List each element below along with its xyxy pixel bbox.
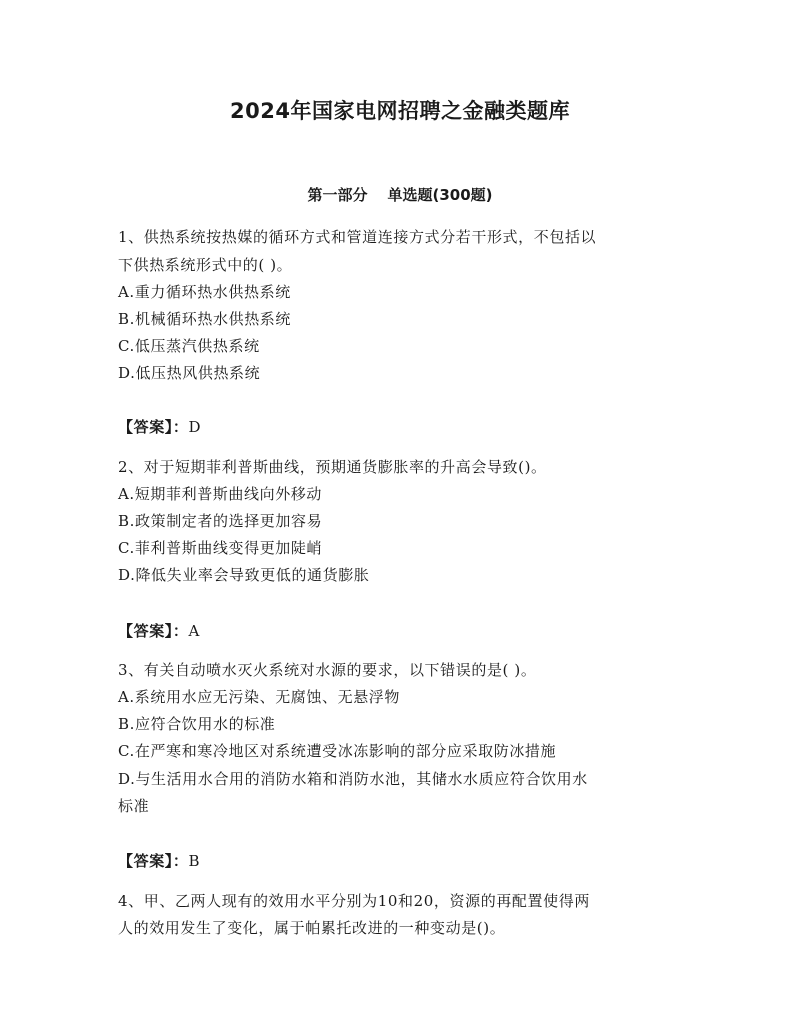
question-3-option-c: C.在严寒和寒冷地区对系统遭受冰冻影响的部分应采取防冰措施 xyxy=(118,742,557,760)
question-2-option-b: B.政策制定者的选择更加容易 xyxy=(118,512,323,530)
answer-value: A xyxy=(188,622,200,640)
answer-label: 【答案】： xyxy=(118,418,189,436)
question-1-stem-line-1: 1、供热系统按热媒的循环方式和管道连接方式分若干形式，不包括以 xyxy=(118,228,597,246)
question-2-answer xyxy=(118,620,688,642)
question-2-option-c: C.菲利普斯曲线变得更加陡峭 xyxy=(118,539,323,557)
question-1-stem-line-2: 下供热系统形式中的( )。 xyxy=(118,256,293,274)
section-name: 单选题(300题) xyxy=(387,186,493,204)
question-1-option-b: B.机械循环热水供热系统 xyxy=(118,310,291,328)
question-2-option-d: D.降低失业率会导致更低的通货膨胀 xyxy=(118,566,370,584)
section-part: 第一部分 xyxy=(307,186,368,204)
question-2-option-a: A.短期菲利普斯曲线向外移动 xyxy=(118,485,323,503)
question-3-stem-line-1: 3、有关自动喷水灭火系统对水源的要求，以下错误的是( )。 xyxy=(118,661,537,679)
question-2-stem-line-1: 2、对于短期菲利普斯曲线，预期通货膨胀率的升高会导致()。 xyxy=(118,458,547,476)
question-4-stem-line-2: 人的效用发生了变化，属于帕累托改进的一种变动是()。 xyxy=(118,919,506,937)
question-4-stem-line-1: 4、甲、乙两人现有的效用水平分别为10和20，资源的再配置使得两 xyxy=(118,892,590,910)
answer-value: B xyxy=(188,852,201,870)
answer-value: D xyxy=(188,418,202,436)
question-3-option-d: D.与生活用水合用的消防水箱和消防水池，其储水水质应符合饮用水 xyxy=(118,770,588,788)
answer-label: 【答案】： xyxy=(118,622,189,640)
question-1-option-a: A.重力循环热水供热系统 xyxy=(118,283,291,301)
question-3-option-b: B.应符合饮用水的标准 xyxy=(118,715,276,733)
question-1-answer xyxy=(118,416,688,438)
question-3-answer xyxy=(118,850,688,872)
question-1-option-c: C.低压蒸汽供热系统 xyxy=(118,337,260,355)
answer-label: 【答案】： xyxy=(118,852,189,870)
question-3-option-a: A.系统用水应无污染、无腐蚀、无悬浮物 xyxy=(118,688,401,706)
question-1-option-d: D.低压热风供热系统 xyxy=(118,364,261,382)
document-title: 2024年国家电网招聘之金融类题库 xyxy=(230,99,570,123)
section-title xyxy=(0,184,800,205)
question-3-option-d-cont: 标准 xyxy=(118,797,150,815)
